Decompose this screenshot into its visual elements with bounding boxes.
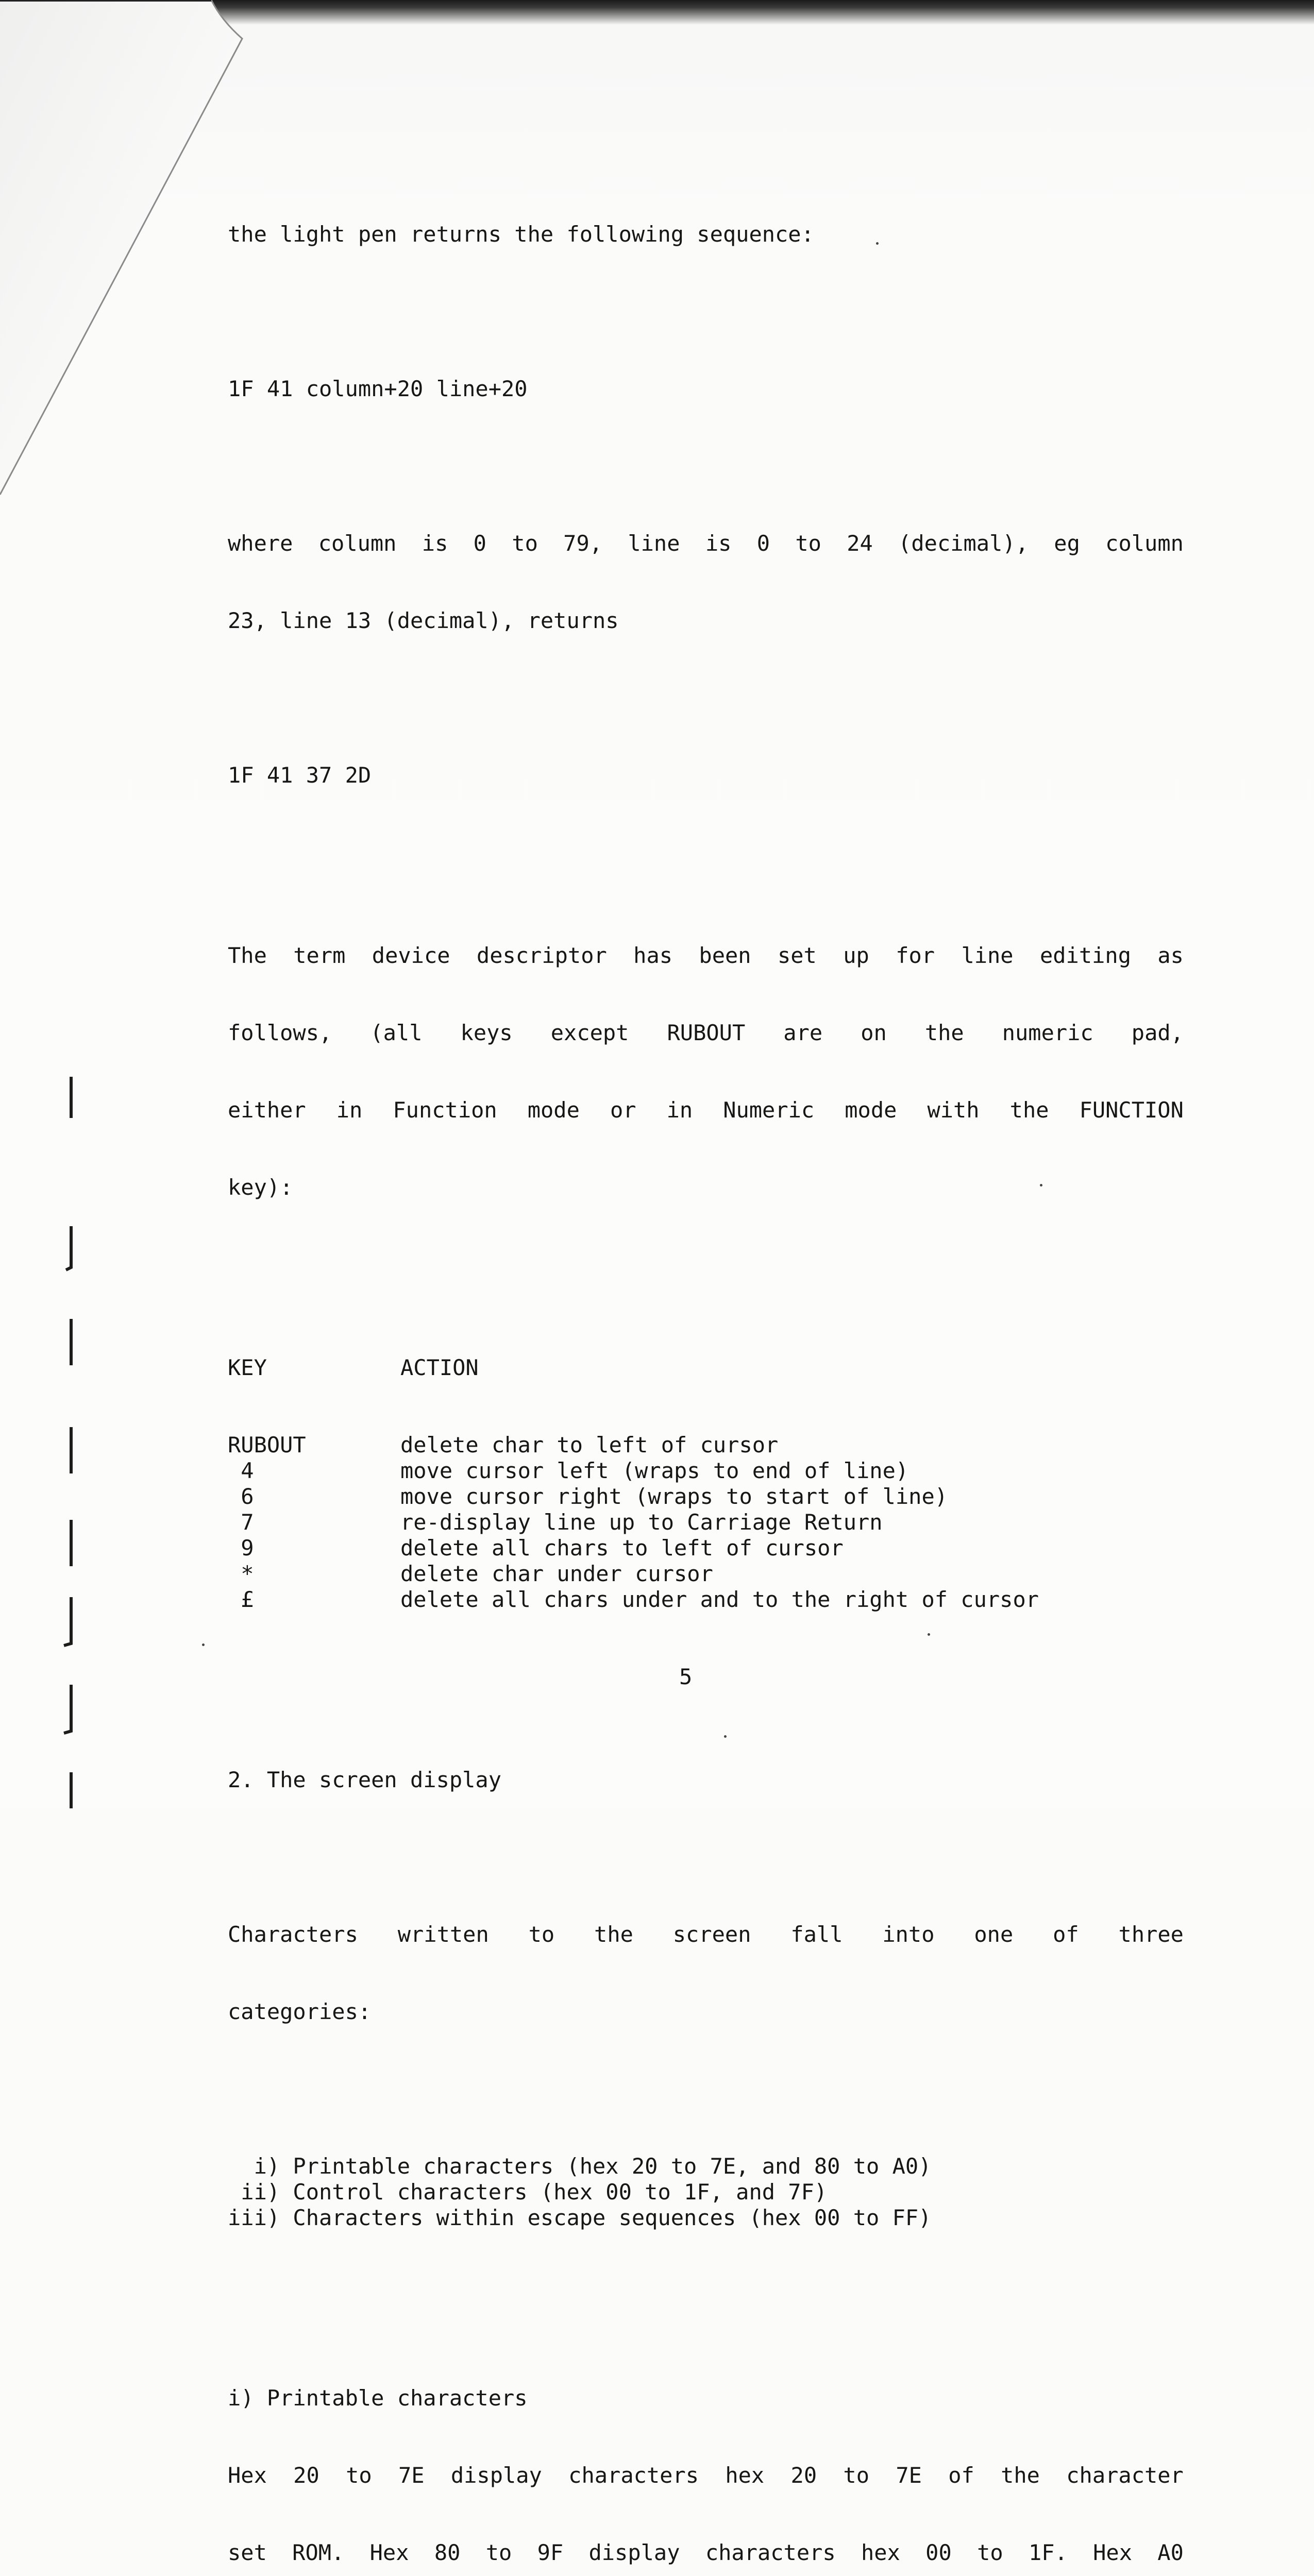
justified-line [228,2540,1184,2566]
word: fall [790,1922,843,1947]
word: device [372,943,450,968]
word: editing [1039,943,1131,968]
word: except [550,1020,629,1045]
action-column-header: ACTION [400,1355,479,1380]
key-table-row [228,1535,1197,1561]
action-cell: move cursor left (wraps to end of line) [400,1458,909,1483]
word: 20 [293,2463,319,2488]
word: keys [460,1020,513,1045]
word: 79, [563,531,603,556]
key-column-header: KEY [228,1355,267,1380]
key-cell: RUBOUT [228,1432,306,1458]
word: to [843,2463,869,2488]
word: (decimal), [898,531,1029,556]
word: column [318,531,397,556]
paragraph-line: 23, line 13 (decimal), returns [228,608,619,633]
justified-line [228,943,1184,969]
word: screen [672,1922,751,1947]
category-item: i) Printable characters (hex 20 to 7E, and 80 to A0) [228,2154,932,2179]
word: line [628,531,680,556]
key-cell: 7 [228,1510,254,1535]
word: display [588,2540,680,2565]
word: the [594,1922,633,1947]
word: follows, [228,1020,332,1045]
word: line [961,943,1014,968]
key-cell: 6 [228,1484,254,1509]
word: Function [393,1097,497,1123]
word: 0 [473,531,486,556]
word: 9F [537,2540,564,2565]
example-sequence: 1F 41 37 2D [228,762,372,788]
word: in [336,1097,363,1123]
word: been [699,943,751,968]
scan-speck [928,1633,930,1636]
word: 80 [434,2540,461,2565]
word: pad, [1131,1020,1184,1045]
key-table-rows [228,1432,1197,1613]
word: the [924,1020,964,1045]
word: either [228,1097,306,1123]
word: is [422,531,448,556]
word: 00 [925,2540,952,2565]
justified-line [228,2463,1184,2488]
word: characters [705,2540,836,2565]
word: three [1118,1922,1184,1947]
word: mode [527,1097,580,1123]
word: to [795,531,821,556]
key-cell: * [228,1561,254,1586]
key-table-row [228,1561,1197,1587]
word: ROM. [292,2540,345,2565]
section-heading: 2. The screen display [228,1767,502,1792]
key-table-row [228,1484,1197,1510]
word: 20 [790,2463,817,2488]
word: the [1009,1097,1049,1123]
scan-speck [1040,1184,1042,1187]
word: term [293,943,346,968]
binding-hole-marks [0,0,103,1808]
word: or [610,1097,636,1123]
word: Hex [228,2463,267,2488]
word: on [861,1020,887,1045]
word: display [450,2463,542,2488]
word: to [977,2540,1003,2565]
word: Characters [228,1922,358,1947]
word: descriptor [476,943,607,968]
word: characters [568,2463,699,2488]
word: in [666,1097,693,1123]
word: 7E [398,2463,425,2488]
paragraph-line: the light pen returns the following sequence: [228,222,814,247]
word: of [1053,1922,1079,1947]
word: one [974,1922,1014,1947]
word: to [346,2463,372,2488]
justified-line [228,1922,1184,1947]
key-cell: £ [228,1587,254,1612]
word: to [512,531,538,556]
word: 7E [896,2463,922,2488]
word: for [896,943,935,968]
page-number: 5 [679,1664,693,1689]
action-cell: delete char under cursor [400,1561,713,1586]
category-item: iii) Characters within escape sequences (hex 00 to FF) [228,2205,932,2230]
justified-line [228,531,1184,556]
key-table-row [228,1587,1197,1613]
word: are [783,1020,823,1045]
word: as [1157,943,1184,968]
word: mode [845,1097,897,1123]
word: A0 [1157,2540,1184,2565]
key-table-row [228,1432,1197,1458]
justified-line [228,1020,1184,1046]
word: set [228,2540,267,2565]
key-table-row [228,1458,1197,1484]
word: to [528,1922,555,1947]
word: the [1001,2463,1040,2488]
word: Numeric [723,1097,815,1123]
word: Hex [1093,2540,1132,2565]
word: to [485,2540,512,2565]
word: with [927,1097,980,1123]
action-cell: re-display line up to Carriage Return [400,1510,883,1535]
word: has [633,943,673,968]
word: where [228,531,293,556]
action-cell: move cursor right (wraps to start of line) [400,1484,948,1509]
paragraph-line: key): [228,1175,293,1200]
word: The [228,943,267,968]
word: Hex [369,2540,409,2565]
word: column [1105,531,1184,556]
sequence-line: 1F 41 column+20 line+20 [228,376,528,401]
document-body [228,170,1197,2576]
scan-speck [724,1735,727,1738]
key-table-header [228,1355,1197,1381]
paragraph-line: categories: [228,1999,372,2024]
word: hex [861,2540,900,2565]
scan-speck [876,242,879,245]
word: 24 [847,531,873,556]
category-item: ii) Control characters (hex 00 to 1F, and 7F) [228,2179,828,2205]
word: 0 [756,531,770,556]
word: character [1066,2463,1184,2488]
word: FUNCTION [1079,1097,1184,1123]
key-cell: 9 [228,1535,254,1561]
word: (all [370,1020,423,1045]
word: hex [725,2463,765,2488]
word: numeric [1002,1020,1093,1045]
key-table-row [228,1510,1197,1535]
action-cell: delete char to left of cursor [400,1432,779,1458]
word: set [777,943,817,968]
word: written [397,1922,489,1947]
word: is [705,531,732,556]
action-cell: delete all chars to left of cursor [400,1535,844,1561]
justified-line [228,1097,1184,1123]
word: of [948,2463,974,2488]
scan-speck [202,1643,205,1646]
subsection-heading: i) Printable characters [228,2385,528,2411]
word: up [843,943,869,968]
category-list [228,2154,1197,2231]
word: 1F. [1028,2540,1068,2565]
key-cell: 4 [228,1458,254,1483]
word: into [882,1922,935,1947]
word: eg [1054,531,1080,556]
action-cell: delete all chars under and to the right of cursor [400,1587,1039,1612]
word: RUBOUT [667,1020,746,1045]
